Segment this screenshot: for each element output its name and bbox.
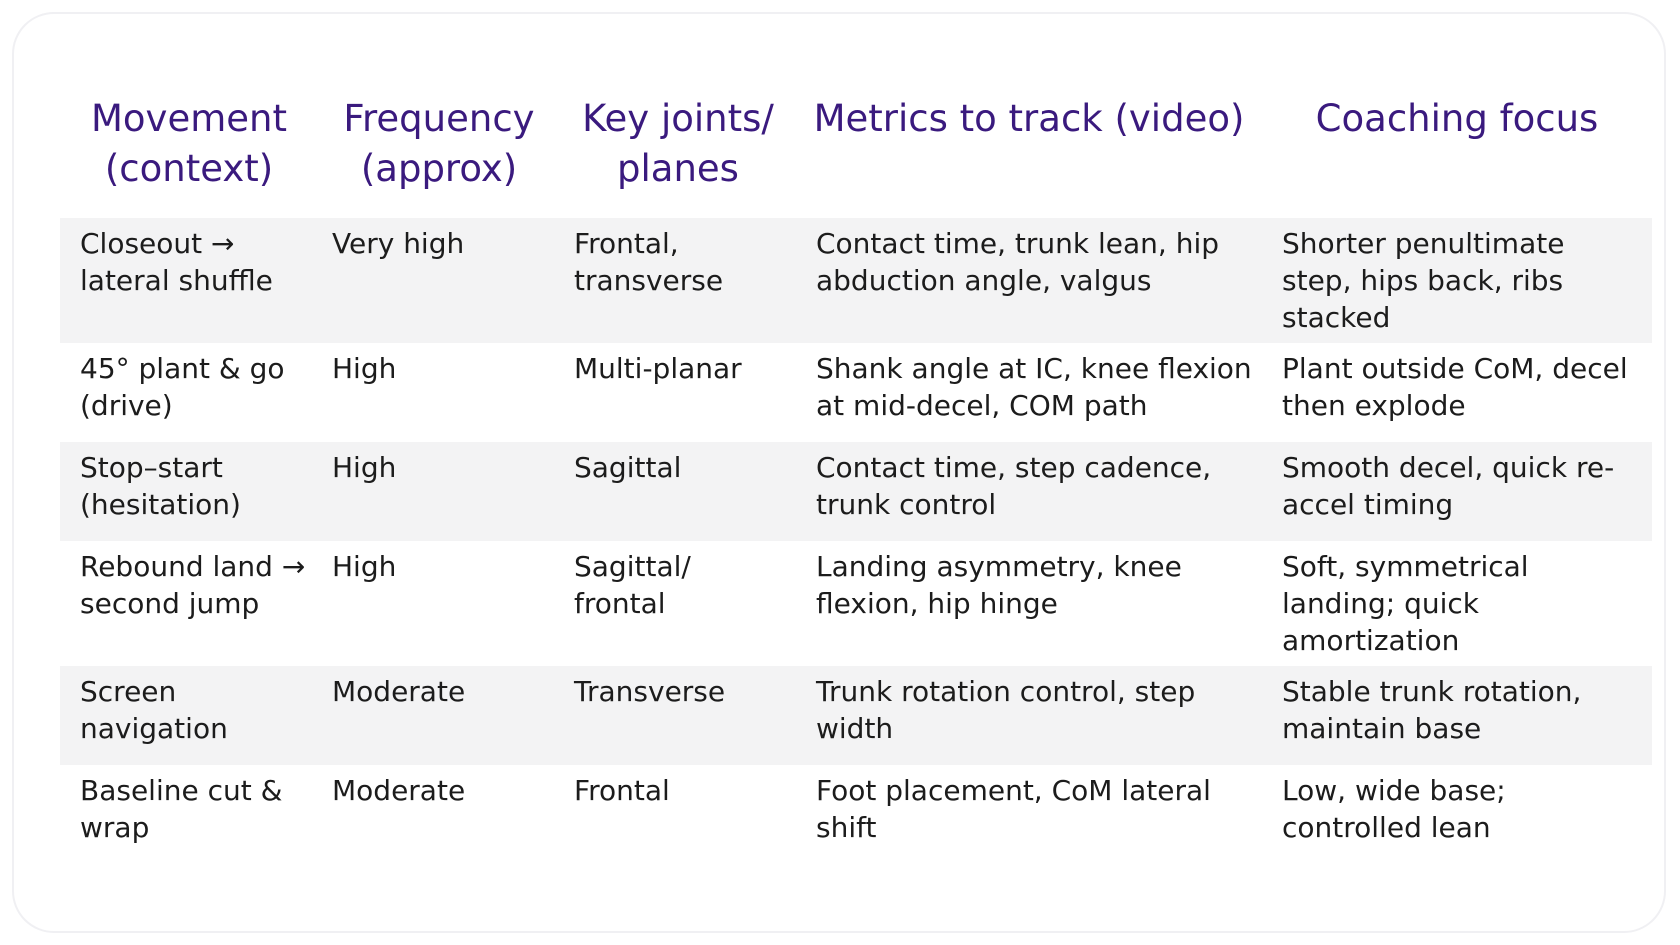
cell-key-joints: Frontal [574, 774, 670, 807]
cell-coaching-focus: Plant outside CoM, decel then explode [1282, 352, 1628, 422]
cell-frequency: Moderate [332, 774, 466, 807]
cell-movement: Stop–start (hesitation) [60, 442, 318, 541]
cell-key-joints: Transverse [560, 666, 796, 765]
cell-key-joints: Sagittal [560, 442, 796, 541]
cell-frequency: Very high [318, 218, 560, 343]
cell-movement: Rebound land → second jump [80, 550, 306, 620]
cell-metrics: Contact time, trunk lean, hip abduction angle, valgus [796, 218, 1262, 343]
cell-key-joints: Sagittal/ frontal [574, 550, 691, 620]
cell-key-joints: Multi-planar [574, 352, 742, 385]
cell-coaching-focus: Smooth decel, quick re-accel timing [1262, 442, 1652, 541]
table-row [60, 541, 1652, 666]
cell-movement: 45° plant & go (drive) [80, 352, 285, 422]
cell-frequency: High [318, 442, 560, 541]
cell-key-joints: Frontal, transverse [560, 218, 796, 343]
header-coaching-focus: Coaching focus [1315, 97, 1599, 140]
cell-metrics: Contact time, step cadence, trunk control [796, 442, 1262, 541]
cell-frequency: High [332, 352, 397, 385]
table-row [60, 765, 1652, 864]
cell-frequency: High [332, 550, 397, 583]
cell-movement: Screen navigation [60, 666, 318, 765]
table-row [60, 218, 1652, 343]
header-metrics: Metrics to track (video) [813, 97, 1245, 140]
cell-coaching-focus: Soft, symmetrical landing; quick amortization [1282, 550, 1529, 657]
cell-metrics: Shank angle at IC, knee flexion at mid-decel, COM path [816, 352, 1252, 422]
cell-coaching-focus: Shorter penultimate step, hips back, ribs stacked [1262, 218, 1652, 343]
cell-coaching-focus: Stable trunk rotation, maintain base [1262, 666, 1652, 765]
header-key-joints: Key joints/ planes [582, 97, 774, 190]
header-movement: Movement (context) [91, 97, 287, 190]
table-row [60, 442, 1652, 541]
cell-movement: Closeout → lateral shuffle [60, 218, 318, 343]
header-frequency: Frequency (approx) [343, 97, 535, 190]
cell-frequency: Moderate [318, 666, 560, 765]
movement-table [60, 94, 1652, 864]
table-row [60, 343, 1652, 442]
table-row [60, 666, 1652, 765]
cell-movement: Baseline cut & wrap [80, 774, 283, 844]
cell-coaching-focus: Low, wide base; controlled lean [1282, 774, 1506, 844]
cell-metrics: Foot placement, CoM lateral shift [816, 774, 1211, 844]
header-row [60, 94, 1652, 218]
cell-metrics: Trunk rotation control, step width [796, 666, 1262, 765]
cell-metrics: Landing asymmetry, knee flexion, hip hinge [816, 550, 1182, 620]
table-card [12, 12, 1666, 933]
